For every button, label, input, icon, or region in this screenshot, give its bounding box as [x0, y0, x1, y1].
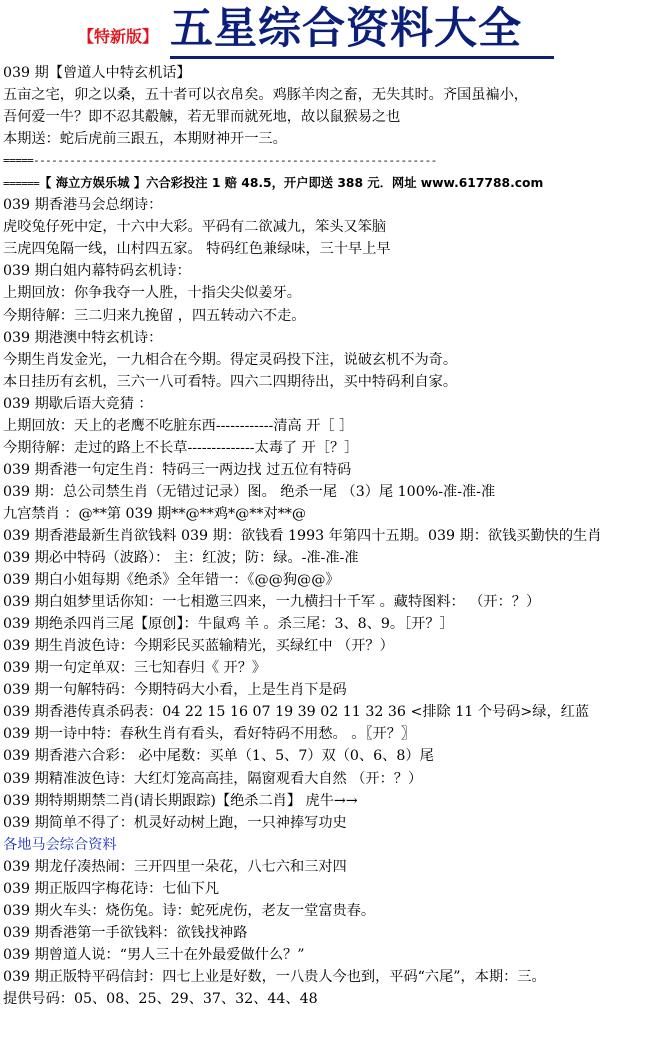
text-line: 039 期香港一句定生肖：特码三一两边找 过五位有特码 — [3, 461, 352, 478]
text-line: 今期待解：三二归来九挽留 ，四五转动六不走。 — [3, 307, 306, 324]
text-line: 今期生肖发金光，一九相合在今期。得定灵码投下注，说破玄机不为奇。 — [3, 351, 458, 368]
text-line: 提供号码：05、08、25、29、37、32、44、48 — [3, 990, 318, 1007]
text-line: 九宫禁肖 ：@**第 039 期**@**鸡*@**对**@ — [3, 505, 307, 522]
text-line: 今期待解：走过的路上不长草--------------太毒了 开［？］ — [3, 439, 359, 456]
separator-line: =====------------------------------------------------------------------- — [3, 154, 437, 168]
text-line: 039 期香港传真杀码表：04 22 15 16 07 19 39 02 11 32 36 <排除 11 个号码>绿，红蓝 — [3, 704, 590, 721]
text-line: 虎咬兔仔死中定，十六中大彩。平码有二欲减九，笨头又笨脑 — [3, 219, 387, 236]
text-line: 039 期正版四字梅花诗：七仙下凡 — [3, 880, 220, 897]
text-line: 039 期香港最新生肖欲钱料 039 期：欲钱看 1993 年第四十五期。039 期：欲钱买勤快的生肖 — [3, 527, 602, 544]
text-line: 039 期火车头：烧伤兔。诗：蛇死虎伤，老友一堂富贵春。 — [3, 902, 376, 919]
text-line: 039 期白小姐每期《绝杀》全年错一：《@@狗@@》 — [3, 572, 340, 589]
text-line: 039 期香港六合彩： 必中尾数：买单（1、5、7）双（0、6、8）尾 — [3, 748, 434, 765]
text-line: 五亩之宅，卯之以桑，五十者可以衣帛矣。鸡豚羊肉之畜，无失其时。齐国虽褊小， — [3, 87, 528, 104]
ad-banner[interactable] — [3, 172, 648, 194]
text-line: 039 期歇后语大竞猜 ： — [3, 395, 153, 412]
text-line: 039 期一诗中特：春秋生肖有看头，看好特码不用愁。 。〖开？〗 — [3, 726, 416, 743]
ad-link[interactable]: 【 海立方娱乐城 】六合彩投注 1 赔 48.5，开户即送 388 元．网址 www.617788.com — [39, 176, 544, 191]
text-line: 039 期港澳中特玄机诗： — [3, 329, 163, 346]
text-line: 039 期一句解特码：今期特码大小看，上是生肖下是码 — [3, 682, 347, 699]
edition-badge: 【特新版】 — [78, 27, 159, 46]
text-line: 039 期一句定单双：三七知春归《 开？》 — [3, 660, 267, 677]
text-line: 039 期精准波色诗：大红灯笼高高挂，隔窗观看大自然 （开：？） — [3, 770, 423, 787]
text-line: 上期回放：你争我夺一人胜，十指尖尖似姜牙。 — [3, 285, 301, 302]
text-line: 039 期香港马会总纲诗： — [3, 197, 163, 214]
text-line: 039 期香港第一手欲钱料：欲钱找神路 — [3, 924, 248, 941]
text-line: 039 期特期期禁二肖(请长期跟踪)【绝杀二肖】 虎牛→→ — [3, 792, 358, 809]
text-line: 039 期简单不得了：机灵好动树上跑，一只神捧写功史 — [3, 814, 347, 831]
text-line: 039 期绝杀四肖三尾【原创】：牛鼠鸡 羊 。杀三尾：3、8、9。［开？］ — [3, 616, 454, 633]
text-line: 039 期白姐梦里话你知：一七相邀三四来，一九横扫十千军 。藏特图料： （开：？） — [3, 594, 541, 611]
section-heading: 各地马会综合资料 — [3, 836, 117, 853]
title-underline — [170, 56, 554, 59]
text-line: 039 期：总公司禁生肖（无错过记录）图。 绝杀一尾 （3）尾 100%-准-准-准 — [3, 483, 496, 500]
text-line: 039 期生肖波色诗：今期彩民买蓝输精光，买绿红中 （开？） — [3, 638, 394, 655]
ad-prefix: ====== — [3, 177, 40, 191]
content-lines — [3, 62, 648, 1010]
text-line: 吾何爱一牛？即不忍其觳觫，若无罪而就死地，故以鼠猴易之也 — [3, 109, 401, 126]
text-line: 本期送：蛇后虎前三跟五，本期财神开一三。 — [3, 131, 287, 148]
text-line: 039 期龙仔凑热闹：三开四里一朵花，八七六和三对四 — [3, 858, 347, 875]
text-line: 三虎四兔隔一线，山村四五家。 特码红色兼绿味，三十早上早 — [3, 241, 391, 258]
text-line: 本日挂历有玄机，三六一八可看特。四六二四期待出，买中特码利自家。 — [3, 373, 458, 390]
text-line: 上期回放：天上的老鹰不吃脏东西------------清高 开［ ］ — [3, 417, 354, 434]
page-header — [0, 0, 648, 62]
text-line: 039 期曾道人说：“男人三十在外最爱做什么？” — [3, 946, 305, 963]
text-line: 039 期白姐内幕特码玄机诗： — [3, 263, 191, 280]
text-line: 039 期必中特码（波路）： 主：红波；防：绿。-准-准-准 — [3, 550, 359, 567]
page-title: 五星综合资料大全 — [170, 4, 522, 54]
text-line: 039 期正版特平码信封：四七上业是好数，一八贵人今也到，平码“六尾”，本期：三。 — [3, 968, 546, 985]
text-line: 039 期【曾道人中特玄机话】 — [3, 65, 191, 81]
